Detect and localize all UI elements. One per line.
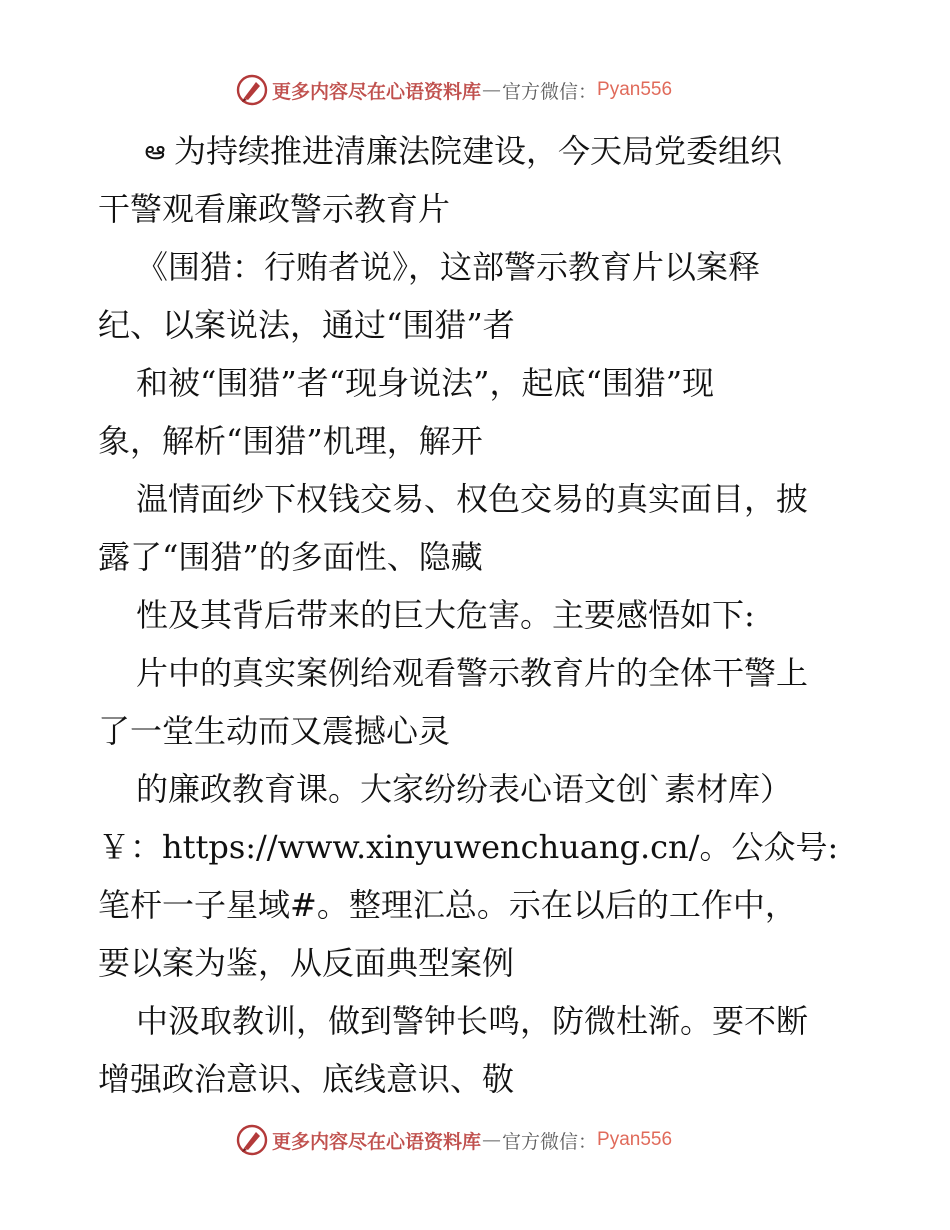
watermark-text: 更多内容尽在心语资料库 [272, 80, 482, 103]
text-line: 的廉政教育课。大家纷纷表心语文创`素材库） [136, 770, 793, 808]
text-line: 要以案为鉴，从反面典型案例 [98, 944, 515, 982]
header-watermark [236, 73, 672, 107]
footer-watermark [236, 1123, 672, 1157]
text-line [98, 122, 858, 180]
text-line: 温情面纱下权钱交易、权色交易的真实面目，披 [136, 480, 809, 518]
document-body [98, 122, 858, 1108]
watermark-official-label: 官方微信： [502, 1130, 598, 1153]
watermark-wechat-id: Pyan556 [597, 1129, 673, 1150]
watermark-wechat-id: Pyan556 [597, 79, 673, 100]
watermark-dash: — [482, 79, 502, 101]
text-line: 象，解析“围猎”机理，解开 [98, 422, 483, 460]
text-line: 笔杆一子星域#。整理汇总。示在以后的工作中， [98, 886, 797, 924]
text-line: 《围猎：行贿者说》，这部警示教育片以案释 [136, 248, 761, 286]
text-line: ￥：https://www.xinyuwenchuang.cn/。公众号: [98, 828, 839, 866]
text-line: 性及其背后带来的巨大危害。主要感悟如下: [136, 596, 755, 634]
text-line: 片中的真实案例给观看警示教育片的全体干警上 [136, 654, 809, 692]
watermark-text: 更多内容尽在心语资料库 [272, 1130, 482, 1153]
text-line: 中汲取教训，做到警钟长鸣，防微杜渐。要不断 [136, 1002, 809, 1040]
text-line: 干警观看廉政警示教育片 [98, 190, 451, 228]
text-line: 增强政治意识、底线意识、敬 [98, 1060, 515, 1098]
line-text: 为持续推进清廉法院建设，今天局党委组织 [174, 132, 783, 170]
pen-logo-icon [236, 74, 268, 106]
pen-logo-icon [236, 1124, 268, 1156]
text-line: 了一堂生动而又震撼心灵 [98, 712, 451, 750]
bullet-icon: ఆ [144, 136, 166, 166]
watermark-official-label: 官方微信： [502, 80, 598, 103]
watermark-dash: — [482, 1129, 502, 1151]
text-line: 和被“围猎”者“现身说法”，起底“围猎”现 [136, 364, 715, 402]
text-line: 纪、以案说法，通过“围猎”者 [98, 306, 515, 344]
text-line: 露了“围猎”的多面性、隐藏 [98, 538, 483, 576]
